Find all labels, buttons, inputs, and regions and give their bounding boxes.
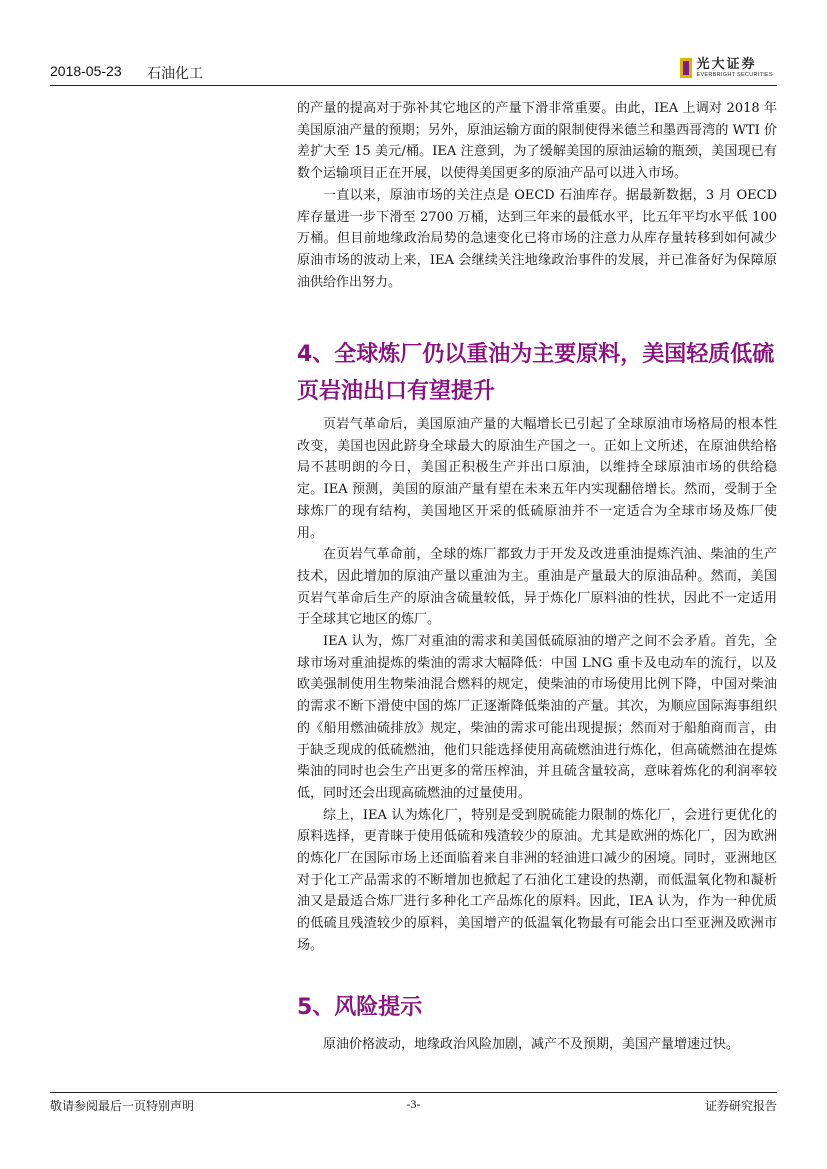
section-4-body [297, 414, 777, 957]
logo-english-name: EVERBRIGHT SECURITIES [696, 71, 773, 78]
page-number: -3- [406, 1097, 421, 1111]
logo-mark-icon [680, 58, 692, 78]
body-paragraph: 综上，IEA 认为炼化厂，特别是受到脱硫能力限制的炼化厂，会进行更优化的原料选择，更青睐于使用低硫和残渣较少的原油。尤其是欧洲的炼化厂，因为欧洲的炼化厂在国际市场上还面临着来自非洲的轻油进口减少的困境。同时，亚洲地区对于化工产品需求的不断增加也掀起了石油化工建设的热潮，而低温氧化物和凝析油又是最适合炼厂进行多种化工产品炼化的原料。因此，IEA 认为，作为一种优质的低硫且残渣较少的原料，美国增产的低温氧化物最有可能会出口至亚洲及欧洲市场。 [297, 807, 777, 953]
section-5-body [297, 1034, 777, 1056]
everbright-logo [680, 55, 774, 81]
page-footer [50, 1095, 777, 1115]
header-divider [50, 85, 777, 86]
body-paragraph: 的产量的提高对于弥补其它地区的产量下滑非常重要。由此，IEA 上调对 2018 年美国原油产量的预期；另外，原油运输方面的限制使得米德兰和墨西哥湾的 WTI 价差扩大至 15 美元/桶。IEA 注意到，为了缓解美国的原油运输的瓶颈，美国现已有数个运输项目正在开展，以使得美国更多的原油产品可以进入市场。 [297, 101, 777, 182]
body-paragraph: 一直以来，原油市场的关注点是 OECD 石油库存。据最新数据，3 月 OECD 库存量进一步下滑至 2700 万桶，达到三年来的最低水平，比五年平均水平低 100 万桶。但目前地缘政治局势的急速变化已将市场的注意力从库存量转移到如何减少原油市场的波动上来，IEA 会继续关注地缘政治事件的发展，并已准备好为保障原油供给作出努力。 [297, 187, 777, 290]
section-4-heading: 4、全球炼厂仍以重油为主要原料，美国轻质低硫页岩油出口有望提升 [297, 342, 775, 404]
disclaimer-note: 敬请参阅最后一页特别声明 [50, 1099, 195, 1113]
report-date: 2018-05-23 [50, 63, 122, 79]
report-type: 证券研究报告 [704, 1099, 777, 1113]
footer-divider [50, 1092, 777, 1093]
risk-paragraph: 原油价格波动，地缘政治风险加剧，减产不及预期，美国产量增速过快。 [323, 1037, 740, 1052]
intro-paragraphs [297, 98, 777, 293]
logo-chinese-name: 光大证券 [696, 56, 757, 72]
industry-label: 石油化工 [147, 66, 203, 82]
section-5-heading: 5、风险提示 [297, 995, 423, 1020]
body-paragraph: 在页岩气革命前，全球的炼厂都致力于开发及改进重油提炼汽油、柴油的生产技术，因此增加的原油产量以重油为主。重油是产量最大的原油品种。然而，美国页岩气革命后生产的原油含硫量较低，异于炼化厂原料油的性状，因此不一定适用于全球其它地区的炼厂。 [297, 547, 777, 628]
logo-text [697, 58, 774, 79]
body-paragraph: IEA 认为，炼厂对重油的需求和美国低硫原油的增产之间不会矛盾。首先，全球市场对重油提炼的柴油的需求大幅降低：中国 LNG 重卡及电动车的流行，以及欧美强制使用生物柴油混合燃料的规定，使柴油的市场使用比例下降，中国对柴油的需求不断下滑使中国的炼厂正逐渐降低柴油的产量。其次，为顺应国际海事组织的《船用燃油硫排放》规定，柴油的需求可能出现提振；然而对于船舶商而言，由于缺乏现成的低硫燃油，他们只能选择使用高硫燃油进行炼化，但高硫燃油在提炼柴油的同时也会生产出更多的常压榨油，并且硫含量较高，意味着炼化的利润率较低，同时还会出现高硫燃油的过量使用。 [297, 634, 777, 801]
page-header [50, 55, 777, 83]
body-paragraph: 页岩气革命后，美国原油产量的大幅增长已引起了全球原油市场格局的根本性改变，美国也因此跻身全球最大的原油生产国之一。正如上文所述，在原油供给格局不甚明朗的今日，美国正积极生产并出口原油，以维持全球原油市场的供给稳定。IEA 预测，美国的原油产量有望在未来五年内实现翻倍增长。然而，受制于全球炼厂的现有结构，美国地区开采的低硫原油并不一定适合为全球市场及炼厂使用。 [297, 417, 777, 541]
